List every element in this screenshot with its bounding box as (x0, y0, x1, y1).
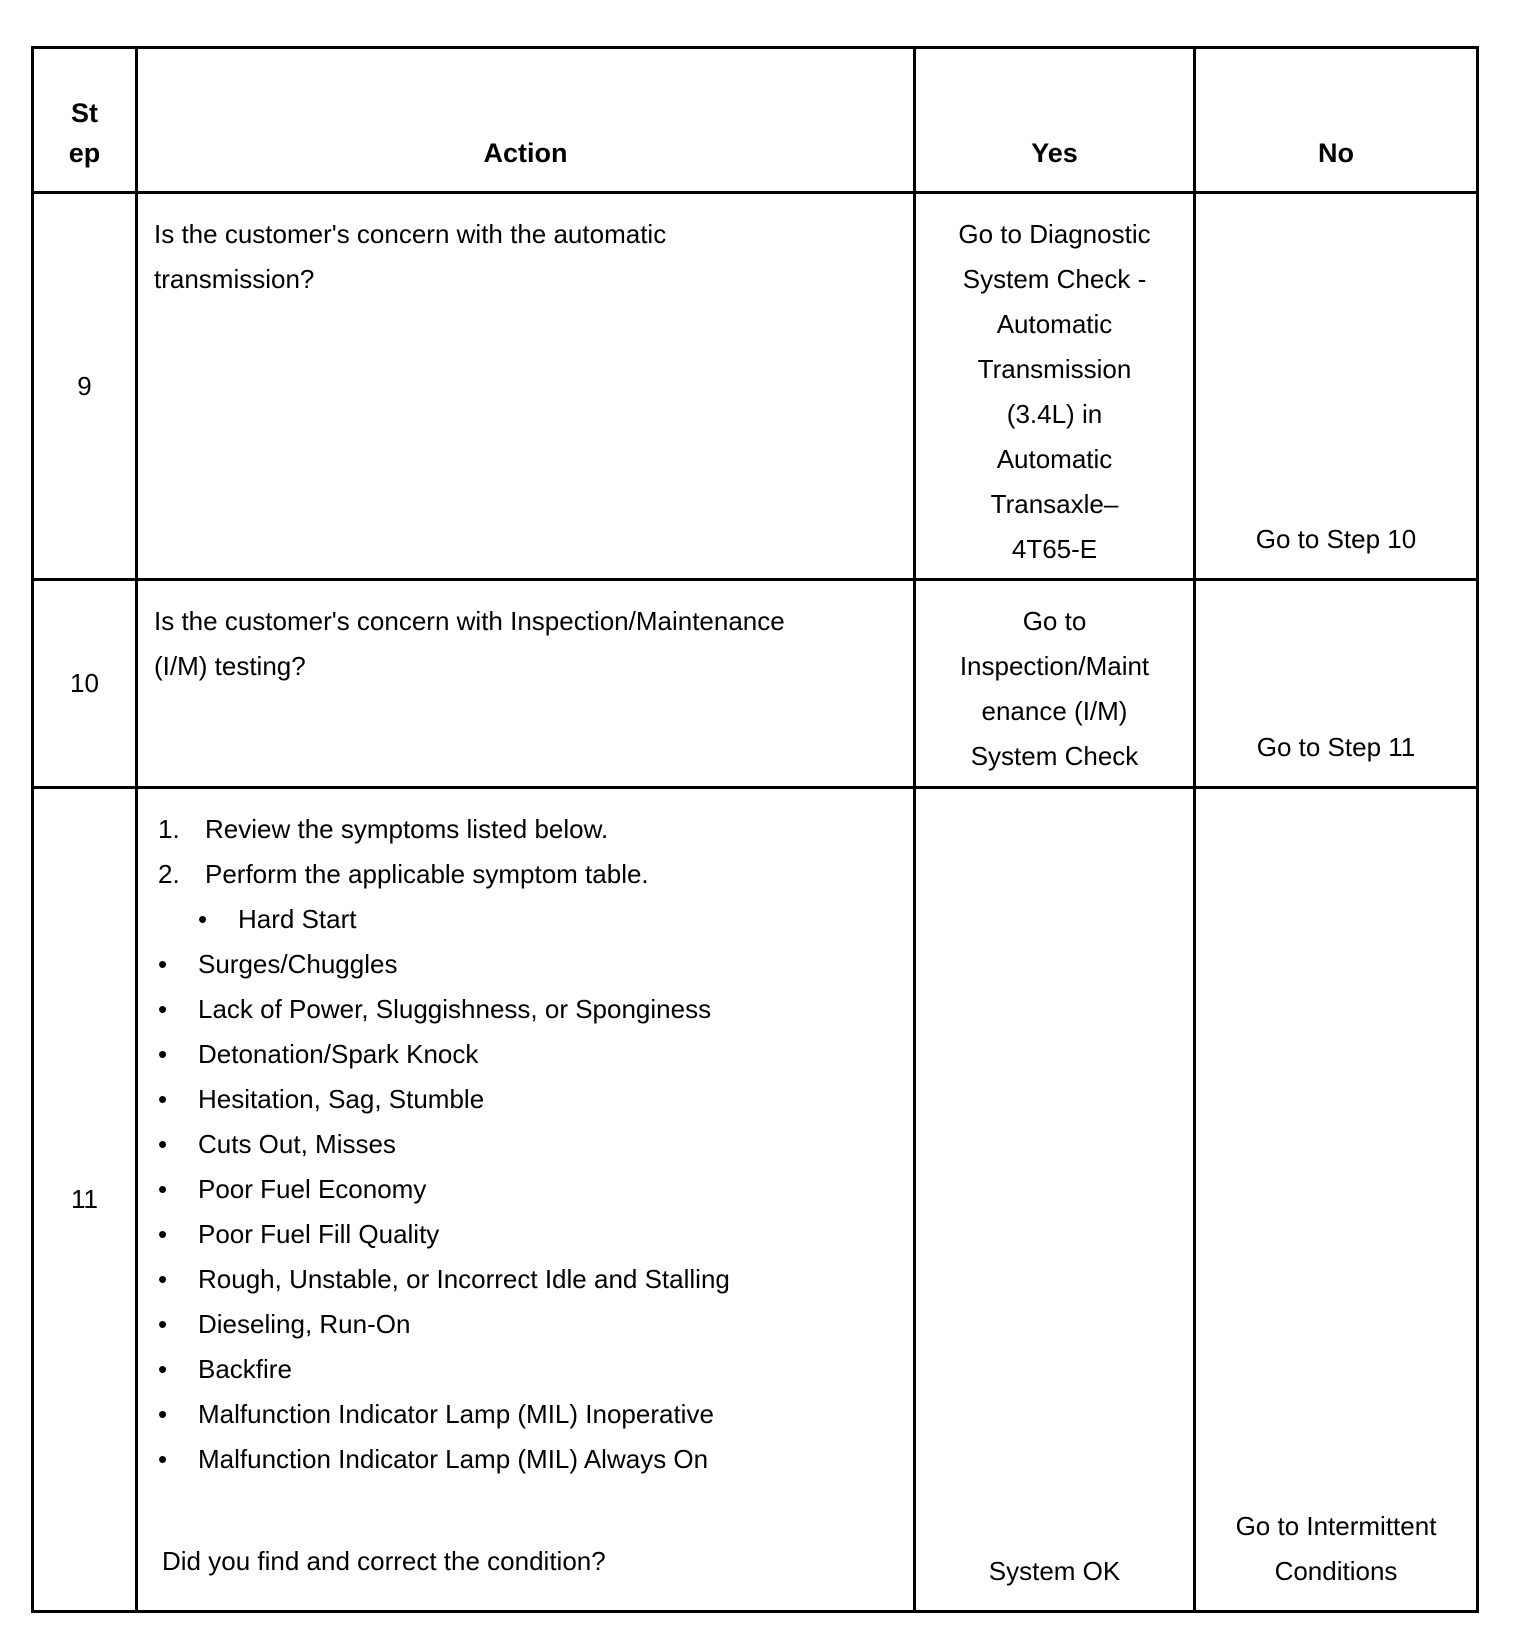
action-text-line: Is the customer's concern with Inspection/Maintenance (154, 606, 785, 636)
numbered-item (154, 807, 897, 852)
numbered-item (154, 852, 897, 897)
no-cell: Go to Step 10 (1195, 193, 1478, 580)
bullet-icon: • (198, 904, 208, 934)
header-step (33, 48, 137, 193)
item-text: Perform the applicable symptom table. (205, 859, 649, 889)
yes-line: System Check (970, 741, 1139, 771)
yes-line: Go to (1022, 606, 1087, 636)
bullet-item (154, 1032, 897, 1077)
header-yes: Yes (915, 48, 1195, 193)
yes-line: Transaxle– (990, 489, 1119, 519)
yes-line: Automatic (996, 309, 1113, 339)
bullet-item (154, 1212, 897, 1257)
bullet-icon: • (158, 1039, 168, 1069)
bullet-item (154, 1077, 897, 1122)
item-text: Review the symptoms listed below. (205, 814, 609, 844)
bullet-icon: • (158, 1174, 168, 1204)
bullet-item (154, 1302, 897, 1347)
header-action: Action (137, 48, 915, 193)
item-text: Cuts Out, Misses (198, 1129, 396, 1159)
step-number: 11 (33, 788, 137, 1612)
bullet-item (154, 1257, 897, 1302)
item-text: Backfire (198, 1354, 292, 1384)
bullet-icon: • (158, 1354, 168, 1384)
bullet-icon: • (158, 1444, 168, 1474)
item-text: Malfunction Indicator Lamp (MIL) Inoperative (198, 1399, 714, 1429)
bullet-item (154, 1437, 897, 1482)
no-cell (1195, 788, 1478, 1612)
action-text-line: transmission? (154, 264, 315, 294)
action-cell (137, 788, 915, 1612)
yes-line: Inspection/Maint (959, 651, 1150, 681)
bullet-item (154, 987, 897, 1032)
step-row-10 (33, 580, 1478, 788)
item-text: Surges/Chuggles (198, 949, 398, 979)
yes-cell (915, 788, 1195, 1612)
item-number: 2. (158, 859, 180, 889)
yes-line: Go to Diagnostic (958, 219, 1151, 249)
bullet-item (154, 1122, 897, 1167)
bullet-icon: • (158, 1264, 168, 1294)
bullet-item (154, 1347, 897, 1392)
step-number: 9 (33, 193, 137, 580)
action-text-line: (I/M) testing? (154, 651, 306, 681)
diagnostic-steps-table (31, 46, 1479, 1613)
no-cell: Go to Step 11 (1195, 580, 1478, 788)
action-text-line: Is the customer's concern with the automatic (154, 219, 667, 249)
yes-line: System Check - (962, 264, 1147, 294)
bullet-icon: • (158, 1309, 168, 1339)
yes-cell (915, 193, 1195, 580)
item-number: 1. (158, 814, 180, 844)
yes-line: Transmission (977, 354, 1132, 384)
yes-line: (3.4L) in (1006, 399, 1103, 429)
item-text: Poor Fuel Economy (198, 1174, 427, 1204)
item-text: Hard Start (238, 904, 357, 934)
yes-line: 4T65-E (1011, 534, 1098, 564)
item-text: Hesitation, Sag, Stumble (198, 1084, 485, 1114)
header-no: No (1195, 48, 1478, 193)
step-number: 10 (33, 580, 137, 788)
step-row-9 (33, 193, 1478, 580)
bullet-icon: • (158, 1129, 168, 1159)
header-row (33, 48, 1478, 193)
bullet-icon: • (158, 994, 168, 1024)
sub-bullet-item (154, 897, 897, 942)
bullet-item (154, 1392, 897, 1437)
question-text: Did you find and correct the condition? (162, 1546, 606, 1576)
bullet-icon: • (158, 949, 168, 979)
item-text: Lack of Power, Sluggishness, or Sponginess (198, 994, 712, 1024)
item-text: Poor Fuel Fill Quality (198, 1219, 440, 1249)
action-cell (137, 193, 915, 580)
bullet-icon: • (158, 1399, 168, 1429)
item-text: Dieseling, Run-On (198, 1309, 411, 1339)
bullet-icon: • (158, 1084, 168, 1114)
bullet-item (154, 1167, 897, 1212)
step-row-11 (33, 788, 1478, 1612)
yes-cell (915, 580, 1195, 788)
no-line: Go to Intermittent (1235, 1511, 1437, 1541)
header-step-line2: ep (68, 138, 101, 168)
item-text: Rough, Unstable, or Incorrect Idle and Stalling (198, 1264, 730, 1294)
bullet-icon: • (158, 1219, 168, 1249)
yes-line: Automatic (996, 444, 1113, 474)
item-text: Malfunction Indicator Lamp (MIL) Always On (198, 1444, 709, 1474)
item-text: Detonation/Spark Knock (198, 1039, 479, 1069)
yes-line: System OK (988, 1556, 1121, 1586)
header-step-line1: St (71, 98, 98, 128)
bullet-item (154, 942, 897, 987)
no-line: Conditions (1274, 1556, 1398, 1586)
action-cell (137, 580, 915, 788)
yes-line: enance (I/M) (981, 696, 1128, 726)
